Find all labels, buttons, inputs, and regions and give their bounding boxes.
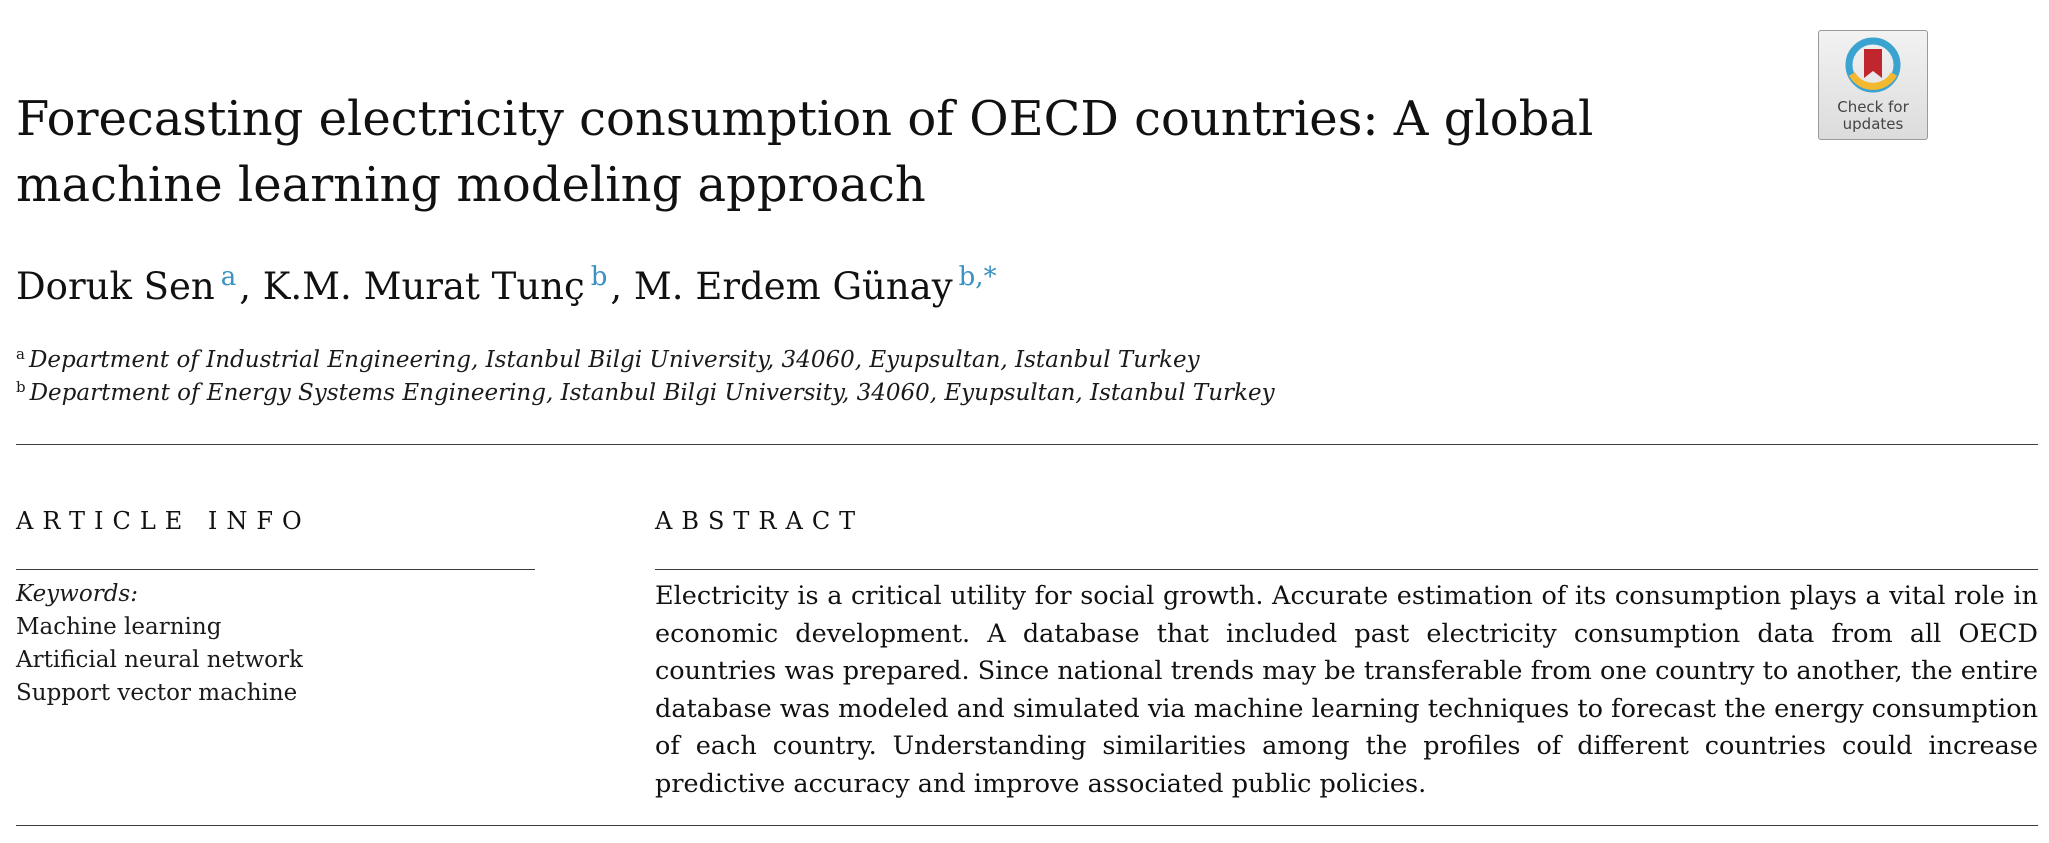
keyword-item: Machine learning <box>16 614 222 640</box>
affiliation-text: Department of Energy Systems Engineering, Istanbul Bilgi University, 34060, Eyupsultan, Istanbul Turkey <box>29 380 1275 406</box>
abstract-heading: ABSTRACT <box>655 507 865 535</box>
keywords-block <box>16 578 303 710</box>
keyword-item: Artificial neural network <box>16 647 303 673</box>
abstract-divider <box>655 569 2038 570</box>
footer-divider <box>16 825 2038 826</box>
author-separator: , <box>239 265 251 308</box>
keywords-label: Keywords: <box>16 581 138 607</box>
article-info-heading: ARTICLE INFO <box>16 507 311 535</box>
author-name: Doruk Sen <box>16 265 215 308</box>
corresponding-author-mark: * <box>983 262 997 292</box>
author-affiliation-link[interactable] <box>953 262 1000 292</box>
author-name: K.M. Murat Tunç <box>262 265 585 308</box>
check-for-updates-label: Check for updates <box>1837 98 1909 133</box>
author-affiliation-link[interactable]: b <box>590 262 608 292</box>
author-affiliation-mark: b, <box>958 262 984 292</box>
abstract-text: Electricity is a critical utility for social growth. Accurate estimation of its consumption plays a vital role in economic development. A database that included past electricity consumption data from all OECD countries was prepared. Since national trends may be transferable from one country to another, the entire database was modeled and simulated via machine learning techniques to forecast the energy consumption of each country. Understanding similarities among the profiles of different countries could increase predictive accuracy and improve associated public policies. <box>655 581 2038 799</box>
affiliation-item <box>16 344 1275 377</box>
affiliation-label: b <box>16 378 26 396</box>
author-list <box>16 262 1000 312</box>
header-divider <box>16 444 2038 445</box>
affiliation-item <box>16 377 1275 410</box>
affiliation-label: a <box>16 345 25 363</box>
author-separator: , <box>610 265 623 308</box>
article-title: Forecasting electricity consumption of OECD countries: A global machine learning modeling approach <box>16 91 1594 213</box>
affiliation-text: Department of Industrial Engineering, Istanbul Bilgi University, 34060, Eyupsultan, Istanbul Turkey <box>28 347 1200 373</box>
author-affiliation-link[interactable]: a <box>220 262 237 292</box>
author-name: M. Erdem Günay <box>633 265 953 308</box>
article-info-divider <box>16 569 535 570</box>
check-for-updates-icon <box>1844 36 1902 94</box>
check-for-updates-badge[interactable] <box>1818 30 1928 140</box>
keyword-item: Support vector machine <box>16 680 298 706</box>
affiliation-list <box>16 344 1275 410</box>
